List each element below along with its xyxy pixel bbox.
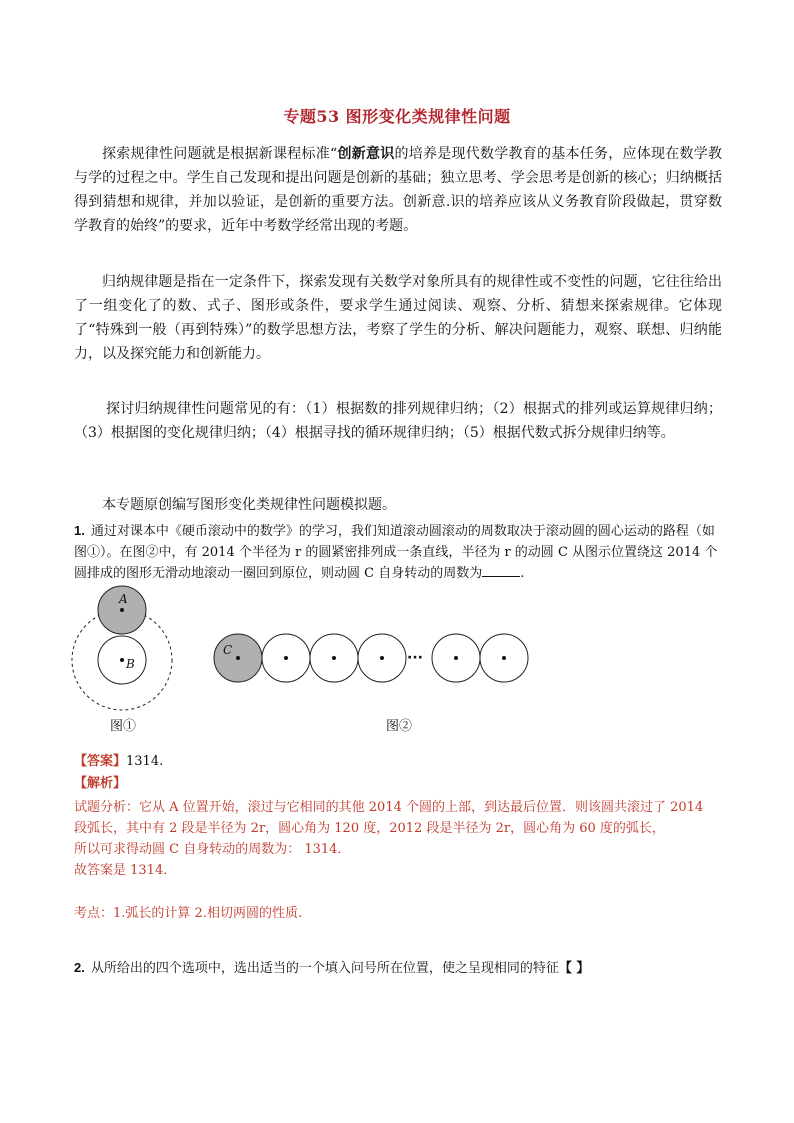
figure-1-diagram bbox=[72, 586, 172, 710]
analysis-label: 【解析】 bbox=[74, 776, 127, 791]
question-1-number: 1. bbox=[74, 523, 85, 538]
figure-2-diagram bbox=[214, 634, 528, 682]
figure-1-center-a-dot bbox=[120, 608, 124, 612]
analysis-line: 所以可求得动圆 C 自身转动的周数为： 1314． bbox=[74, 842, 351, 857]
answer-value: 1314. bbox=[126, 754, 164, 769]
figure-2-center-c-dot bbox=[236, 656, 240, 660]
figure-1-caption: 图① bbox=[110, 719, 137, 734]
page-title: 专题53 图形变化类规律性问题 bbox=[283, 107, 511, 126]
question-2-number: 2. bbox=[74, 960, 85, 975]
answer-label: 【答案】 bbox=[74, 754, 127, 769]
analysis-body bbox=[74, 797, 724, 881]
intro-p1-text-start: 探索规律性问题就是根据新课程标准“ bbox=[102, 146, 338, 162]
figure-2-circle-dot bbox=[284, 656, 288, 660]
question-1 bbox=[74, 520, 724, 584]
figure-2-label-c: C bbox=[223, 643, 233, 657]
analysis-line: 段弧长，其中有 2 段是半径为 2r，圆心角为 120 度，2012 段是半径为 2r，圆心角为 60 度的弧长， bbox=[74, 821, 665, 836]
figure-2-ellipsis: ··· bbox=[407, 650, 423, 666]
figure-1-label-a: A bbox=[119, 592, 128, 606]
answer-line bbox=[74, 752, 163, 772]
analysis-line: 故答案是 1314． bbox=[74, 863, 177, 878]
question-2-bracket: 【 】 bbox=[558, 961, 590, 976]
figure-1-center-b-dot bbox=[120, 658, 124, 662]
figure-2-circle-dot bbox=[502, 656, 506, 660]
figure-2-circle-dot bbox=[332, 656, 336, 660]
question-1-end: . bbox=[520, 566, 525, 581]
figure-2-circle-dot bbox=[380, 656, 384, 660]
answer-blank bbox=[482, 564, 520, 577]
figure-1-label-b: B bbox=[126, 657, 135, 671]
intro-paragraph-3: 探讨归纳规律性问题常见的有：（1）根据数的排列规律归纳；（2）根据式的排列或运算规律归纳；（3）根据图的变化规律归纳；（4）根据寻找的循环规律归纳；（5）根据代数式拆分规律归纳等。 bbox=[74, 401, 722, 441]
analysis-heading bbox=[74, 774, 126, 794]
question-2-text: 从所给出的四个选项中，选出适当的一个填入问号所在位置，使之呈现相同的特征 bbox=[90, 961, 559, 976]
figure-2-circle-dot bbox=[454, 656, 458, 660]
figure-2-caption: 图② bbox=[386, 719, 413, 734]
intro-p1-text-end: 的培养是现代数学教育的基本任务，应体现在数学教与学的过程之中。学生自己发现和提出问题是创新的基础；独立思考、学会思考是创新的核心；归纳概括得到猜想和规律，并加以验证，是创新的重要方法。创新意.识的培养应该从义务教育阶段做起，贯穿数学教育的始终”的要求，近年中考数学经常出现的考题。 bbox=[74, 146, 723, 234]
intro-p1-bold-term: 创新意识 bbox=[337, 146, 395, 162]
intro-paragraph-1 bbox=[74, 142, 722, 238]
intro-paragraph-4: 本专题原创编写图形变化类规律性问题模拟题。 bbox=[102, 497, 396, 513]
key-points: 考点：1.弧长的计算 2.相切两圆的性质. bbox=[74, 906, 303, 921]
question-2 bbox=[74, 958, 589, 979]
intro-paragraph-2: 归纳规律题是指在一定条件下，探索发现有关数学对象所具有的规律性或不变性的问题，它往往给出了一组变化了的数、式子、图形或条件，要求学生通过阅读、观察、分析、猜想来探索规律。它体现了“特殊到一般（再到特殊）”的数学思想方法，考察了学生的分析、解决问题能力，观察、联想、归纳能力，以及探究能力和创新能力。 bbox=[74, 274, 722, 362]
question-1-text: 通过对课本中《硬币滚动中的数学》的学习，我们知道滚动圆滚动的周数取决于滚动圆的圆心运动的路程（如图①）。在图②中，有 2014 个半径为 r 的圆紧密排列成一条直线，半径为 r 的动圆 C 从图示位置绕这 2014 个圆排成的图形无滑动地滚动一圈回到原位，则动圆 C 自身转动的周数为 bbox=[74, 524, 718, 581]
analysis-line: 试题分析：它从 A 位置开始，滚过与它相同的其他 2014 个圆的上部，到达最后位置．则该圆共滚过了 2014 bbox=[74, 800, 704, 815]
